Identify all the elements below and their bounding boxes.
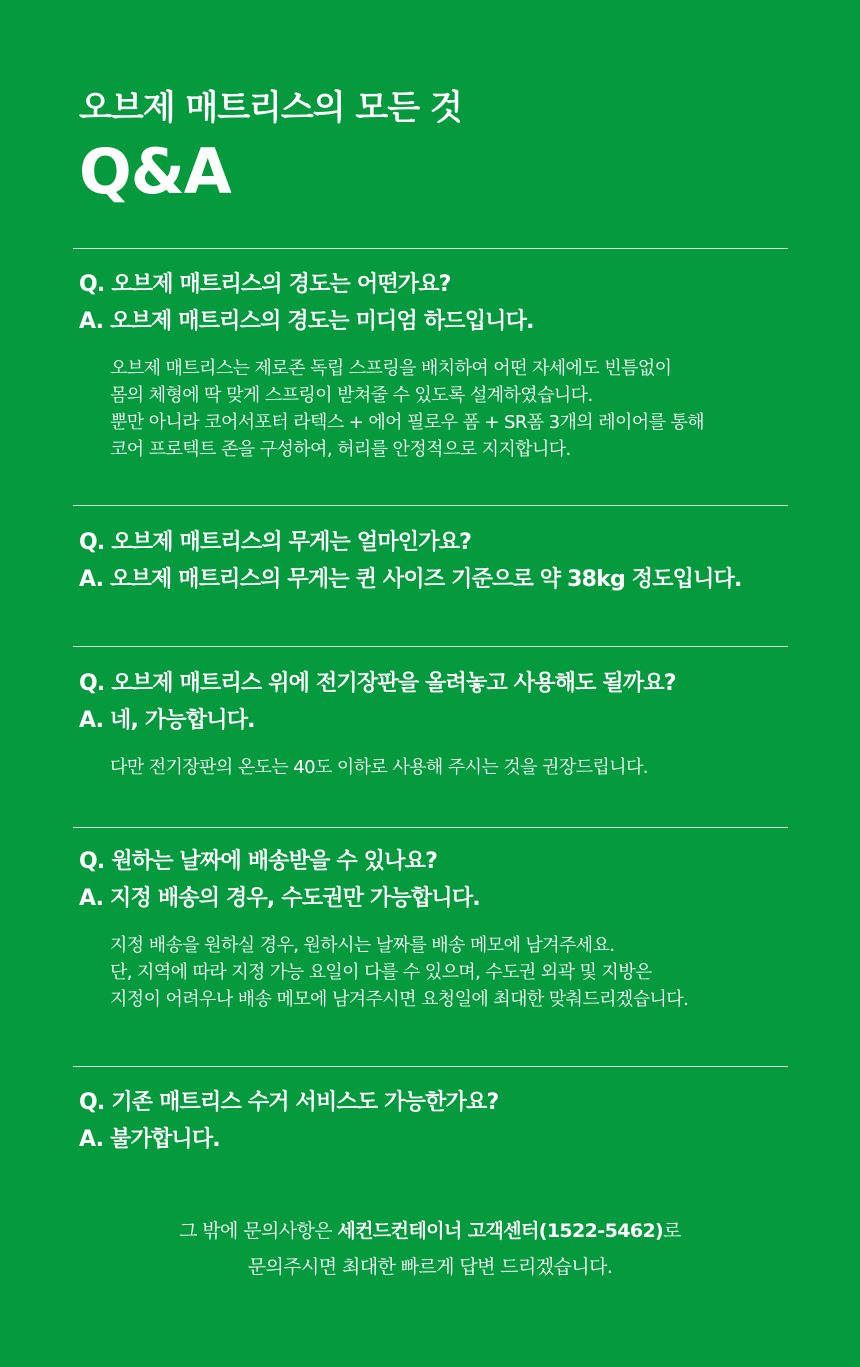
- detail-line: 단, 지역에 따라 지정 가능 요일이 다를 수 있으며, 수도권 외곽 및 지방은: [110, 962, 652, 983]
- qa-item-weight: [79, 528, 799, 595]
- question-text: Q. 오브제 매트리스의 경도는 어떤가요?: [79, 272, 451, 297]
- detail-line: 코어 프로텍트 존을 구성하여, 허리를 안정적으로 지지합니다.: [110, 439, 571, 460]
- answer-detail: [110, 932, 799, 1013]
- answer-text: A. 오브제 매트리스의 무게는 퀸 사이즈 기준으로 약 38kg 정도입니다.: [79, 567, 742, 592]
- section-divider: [73, 1066, 788, 1067]
- question-text: Q. 기존 매트리스 수거 서비스도 가능한가요?: [79, 1090, 499, 1115]
- detail-line: 뿐만 아니라 코어서포터 라텍스 + 에어 필로우 폼 + SR폼 3개의 레이어를 통해: [110, 412, 705, 433]
- detail-line: 오브제 매트리스는 제로존 독립 스프링을 배치하여 어떤 자세에도 빈틈없이: [110, 358, 672, 379]
- detail-line: 몸의 체형에 딱 맞게 스프링이 받쳐줄 수 있도록 설계하였습니다.: [110, 385, 593, 406]
- detail-line: 지정 배송을 원하실 경우, 원하시는 날짜를 배송 메모에 남겨주세요.: [110, 935, 615, 956]
- contact-footer: [0, 1213, 860, 1285]
- section-divider: [73, 248, 788, 249]
- answer-text: A. 네, 가능합니다.: [79, 708, 255, 733]
- section-divider: [73, 505, 788, 506]
- question-text: Q. 오브제 매트리스의 무게는 얼마인가요?: [79, 530, 472, 555]
- page-subtitle: 오브제 매트리스의 모든 것: [79, 88, 462, 128]
- qa-item-hardness: [79, 270, 799, 463]
- answer-text: A. 지정 배송의 경우, 수도권만 가능합니다.: [79, 886, 480, 911]
- question-text: Q. 오브제 매트리스 위에 전기장판을 올려놓고 사용해도 될까요?: [79, 671, 676, 696]
- footer-line1-prefix: 그 밖에 문의사항은: [179, 1220, 338, 1242]
- page-title: Q&A: [79, 135, 231, 208]
- footer-line-2: 문의주시면 최대한 빠르게 답변 드리겠습니다.: [247, 1256, 613, 1278]
- detail-line: 지정이 어려우나 배송 메모에 남겨주시면 요청일에 최대한 맞춰드리겠습니다.: [110, 989, 689, 1010]
- section-divider: [73, 646, 788, 647]
- answer-detail: [110, 355, 799, 463]
- answer-text: A. 오브제 매트리스의 경도는 미디엄 하드입니다.: [79, 309, 534, 334]
- footer-line1-suffix: 로: [663, 1220, 681, 1242]
- question-text: Q. 원하는 날짜에 배송받을 수 있나요?: [79, 849, 438, 874]
- answer-text: A. 불가합니다.: [79, 1127, 220, 1152]
- footer-line-1: [0, 1213, 860, 1249]
- qa-item-pickup-service: [79, 1088, 799, 1155]
- qa-item-delivery-date: [79, 847, 799, 1013]
- page-header: [79, 85, 462, 207]
- qa-item-heating-pad: [79, 669, 799, 781]
- customer-center-text: 세컨드컨테이너 고객센터(1522-5462): [337, 1220, 664, 1242]
- answer-detail: [110, 754, 799, 781]
- detail-line: 다만 전기장판의 온도는 40도 이하로 사용해 주시는 것을 권장드립니다.: [110, 757, 648, 778]
- section-divider: [73, 827, 788, 828]
